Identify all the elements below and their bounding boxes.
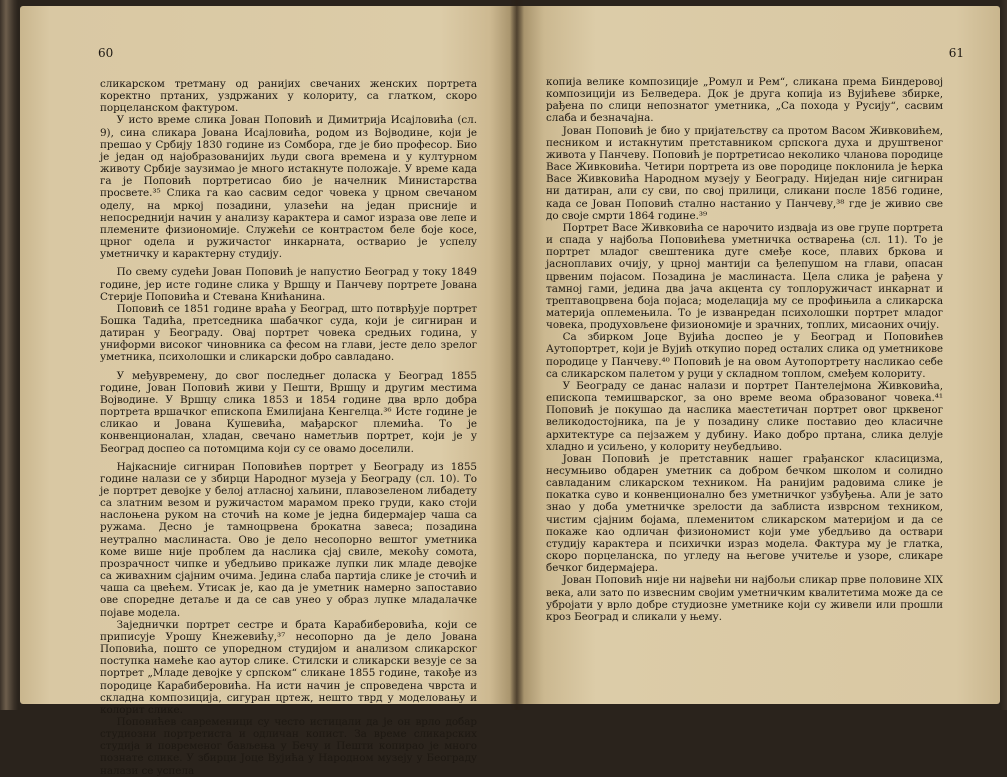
paragraph: Најкасније сигниран Поповићев портрет у Београду из 1855 године налази се у збирци Народног музеја у Београду (сл. 10). То је портрет девојке у белој атласној хаљини, плавозеленом либадету са златним везом и ружичастом марамом преко груди, како стоји наслоњена руком на сточић на коме је једна бидермајер чаша са ружама. Десно је тамноцрвена брокатна завеса; позадина неутрално маслинаста. Ово је дело несопорно вештог уметника коме више није проблем да наслика сјај свиле, мекоћу сомота, прозрачност чипке и убедљиво прикаже лупки лик младе девојке са живахним сјајним очима. Једина слаба партија слике је сточић и чаша са цвећем. Утисак је, као да је уметник намерно запоставио ове споредне детаље и да се сав унео у образ лупке младалачке појаве модела. bbox=[100, 460, 477, 619]
page-number-right: 61 bbox=[948, 46, 964, 60]
paragraph: Јован Поповић је био у пријатељству са протом Васом Живковићем, песником и истакнутим претставником српскога духа и друштвеног живота у Панчеву. Поповић је портретисао неколико чланова породице Васе Живковића. Четири портрета из ове породице поклонила је ћерка Васе Живковића Народном музеју у Београду. Ниједан није сигниран ни датиран, али су сви, по свој прилици, сликани после 1856 године, када се Јован Поповић стално настанио у Панчеву,³⁸ где је живио све до своје смрти 1864 године.³⁹ bbox=[546, 124, 943, 222]
paragraph: Портрет Васе Живковића се нарочито издваја из ове групе портрета и спада у најбоља Поповићева уметничка остварења (сл. 11). То је портрет младог свештеника дуге смеђе косе, плавих бркова и јасноплавих очију, у црној мантији са ђелепушом на глави, опасан црвеним појасом. Позадина је маслинаста. Цела слика је рађена у тамној гами, једина два јача акцента су топлоружичаст инкарнат и трептавоцрвена боја појаса; моделација му се профињила а сликарска материја оплемењила. То је изванредан психолошки портрет младог човека, продуховљене физиономије и зрачних, топлих, мисаоних очију. bbox=[546, 221, 943, 332]
paragraph: У исто време слика Јован Поповић и Димитрија Исајловића (сл. 9), сина сликара Јована Исајловића, родом из Војводине, који је прешао у Србију 1830 године из Сомбора, где је био професор. Био је један од најобразованијих људи свога времена и у културном животу Србије заузимао је много истакнуте положаје. У време када га је Поповић портретисао био је начелник Министарства просвете.³⁵ Слика га као сасвим седог човека у црном свечаном оделу, на мркој позадини, улазећи на један присније и непосреднији начин у анализу карактера и самог израза ове лепе и племените физиономије. Служећи се контрастом беле боје косе, црног одела и ружичастог инкарната, остварио је успелу уметничку и карактерну студију. bbox=[100, 114, 477, 261]
paragraph: Са збирком Јоце Вујића доспео је у Београд и Поповићев Аутопортрет, који је Вујић откупио поред осталих слика од уметникове породице у Панчеву.⁴⁰ Поповић је на овом Аутопортрету насликао себе са сликарском палетом у руци у складном топлом, смеђем колориту. bbox=[546, 331, 943, 380]
paragraph: сликарском третману од ранијих свечаних женских портрета коректно пртаних, уздржаних у колориту, са глатком, скоро порцеланском фактуром. bbox=[100, 78, 477, 115]
paragraph: Поповићев савременици су често истицали да је он врло добар студиозни портретиста и одличан копист. За време сликарских студија и повременог бављења у Бечу и Пешти копирао је много познате слике. У збирци Јоце Вујића у Народном музеју у Београду налази се успела bbox=[100, 715, 477, 777]
left-page bbox=[20, 6, 516, 777]
right-page-text bbox=[546, 76, 943, 623]
left-page-text bbox=[100, 78, 477, 777]
page-number-left: 60 bbox=[98, 46, 114, 60]
paragraph: Заједнички портрет сестре и брата Карабиберовића, који се приписује Урошу Кнежевићу,³⁷ несопорно да је дело Јована Поповића, пошто се упоредном студијом и анализом сликарског поступка намеће као аутор слике. Стилски и сликарски везује се за портрет „Младе девојке у српском“ сликане 1855 године, такође из породице Карабиберовића. На исти начин је спроведена чврста и складна композиција, сигуран цртеж, нешто тврд у моделовању и колорит слике. bbox=[100, 618, 477, 716]
paragraph: По свему судећи Јован Поповић је напустио Београд у току 1849 године, јер исте године слика у Вршцу и Панчеву портрете Јована Стерије Поповића и Стевана Книћанина. bbox=[100, 266, 477, 303]
paragraph: Јован Поповић није ни највећи ни најбољи сликар прве половине XIX века, али зато по извесним својим уметничким квалитетима може да се убројати у врло добре студиозне уметнике који су живели или прошли кроз Београд и сликали у њему. bbox=[546, 574, 943, 623]
right-page bbox=[516, 6, 1000, 704]
paragraph: копија велике композиције „Ромул и Рем“, сликана према Биндеровој композицији из Белведера. Док је друга копија из Вујићеве збирке, рађена по слици непознатог уметника, „Са похода у Русију“, сасвим слаба и безначајна. bbox=[546, 76, 943, 125]
paragraph: Поповић се 1851 године враћа у Београд, што потврђује портрет Бошка Тадића, претседника шабачког суда, који је сигниран и датиран у Београду. Овај портрет човека средњих година, у униформи високог чиновника са фесом на глави, јесте дело зрелог уметника, психолошки и сликарски добро савладано. bbox=[100, 302, 477, 364]
paragraph: Јован Поповић је претставник нашег грађанског класицизма, несумњиво обдарен уметник са добром бечком школом и солидно савладаним сликарском техником. На ранијим радовима слике је покатка суво и конвенционално без уметничког узбуђења. Али је зато знао у доба уметничке зрелости да заблиста изврсном техником, чистим сјајним бојама, племенитом сликарском материјом и да се покаже као одличан физиономист који уме убедљиво да оствари студију карактера и психички израз модела. Фактура му је глатка, скоро порцеланска, по угледу на његове учитеље и узоре, сликаре бечког бидермајера. bbox=[546, 452, 943, 575]
paragraph: У међувремену, до свог последњег доласка у Београд 1855 године, Јован Поповић живи у Пешти, Вршцу и другим местима Војводине. У Вршцу слика 1853 и 1854 године два врло добра портрета вршачког епископа Емилијана Кенгелца.³⁶ Исте године је сликао и Јована Кушевића, мађарског племића. То је конвенционалан, хладан, свечано наметљив портрет, који је у Београд доспео са потомцима који су се овамо доселили. bbox=[100, 369, 477, 455]
paragraph: У Београду се данас налази и портрет Пантелејмона Живковића, епископа темишварског, за оно време веома образованог човека.⁴¹ Поповић је покушао да наслика маестетичан портрет овог црквеног великодостојника, па је у позадину слике поставио део класичне архитектуре са пејзажем у дубину. Иако добро пртана, слика делује хладно и усиљено, у колориту неубедљиво. bbox=[546, 379, 943, 453]
